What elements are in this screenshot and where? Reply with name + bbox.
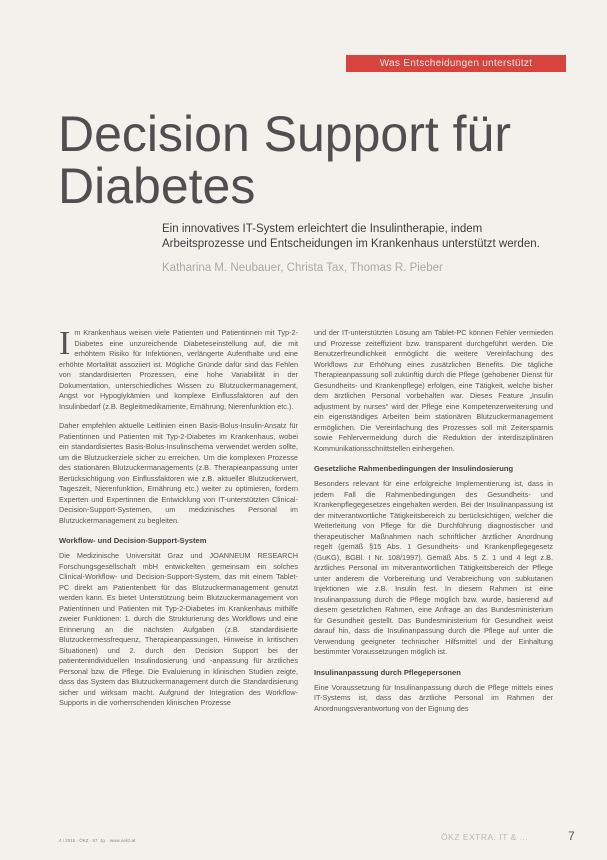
section-heading: Gesetzliche Rahmenbedingungen der Insulindosierung [314, 464, 514, 473]
right-column [314, 328, 553, 723]
footer-section-label: ÖKZ EXTRA: IT & ... [441, 832, 529, 842]
article-subtitle: Ein innovatives IT-System erleichtert die Insulintherapie, indem Arbeitsprozesse und Entscheidungen im Krankenhaus unterstützt werden. [162, 223, 540, 250]
drop-cap: I [59, 325, 71, 362]
footer-citation: 4 / 2016 · ÖKZ · 57. Jg. · www.oekz.at [59, 838, 136, 843]
section-heading: Insulinanpassung durch Pflegepersonen [314, 667, 461, 677]
paragraph: und der IT-unterstützten Lösung am Tablet-PC können Fehler vermieden und Prozesse zeiteffizient bzw. transparent durchgeführt werden. Die Benutzerfreundlichkeit ermöglicht die weitere Vereinfachung des Workflows zur Erhöhung eines zusätzlichen Benefits. Die tägliche Therapieanpassung soll zukünftig durch die Pflege (gehobener Dienst für Gesundheits- und Krankenpflege) erfolgen, eine Tätigkeit, welche bisher dem ärztlichen Personal vorbehalten war. Dieses Feature „Insulin adjustment by nurses“ wird der Pflege eine Kompetenzerweiterung und ein eigenständiges Arbeiten beim stationären Blutzuckermanagement ermöglichen. Die Vereinfachung des Prozesses soll mit Zeitersparnis sowie Fehlervermeidung durch die Reduktion der interdisziplinären Kommunikationsschnittstellen einhergehen. [314, 328, 553, 453]
section-heading: Workflow- und Decision-Support-System [59, 536, 207, 545]
left-column [59, 325, 298, 718]
page-number: 7 [568, 829, 575, 843]
article-authors: Katharina M. Neubauer, Christa Tax, Thomas R. Pieber [162, 262, 443, 274]
paragraph: Besonders relevant für eine erfolgreiche Implementierung ist, dass in jedem Fall die Rahmenbedingungen des Gesundheits- und Krankenpflegegesetzes eingehalten werden. Bei der Insulinanpassung ist der mitverantwortliche Tätigkeitsbereich zu berücksichtigen, welcher die Weiterleitung von Pflege für die Durchführung diagnostischer und therapeutischer Maßnahmen nach schriftlicher ärztlicher Anordnung regelt (gemäß §15 Abs. 1 Gesundheits- und Krankenpflegegesetz (GuKG), BGBl. I Nr. 108/1997). Gemäß Abs. 5 Z. 1 und 4 legt z.B. ärztliches Personal im mitverantwortlichen Tätigkeitsbereich der Pflege unter anderem die Vorbereitung und Verabreichung von subkutanen Injektionen wie z.B. Insulin fest. In diesem Rahmen ist eine Insulinanpassung durch die Pflege möglich bzw. wurde, basierend auf diesem gesetzlichen Rahmen, eine Anfrage an das Bundesministerium für Gesundheit gestellt. Das Bundesministerium für Gesundheit weist darauf hin, dass die Insulinanpassung durch die Pflege auf unter die Verwendung geeigneter technischer Hilfsmittel und der Einhaltung bestimmter Voraussetzungen möglich ist. [314, 479, 553, 656]
section-banner: Was Entscheidungen unterstützt [346, 55, 566, 72]
article-title: Decision Support für Diabetes [58, 106, 512, 214]
paragraph: Die Medizinische Universität Graz und JOANNEUM RESEARCH Forschungsgesellschaft mbH entwickelten gemeinsam ein solches Clinical-Workflow- und Decision-Support-System, das mit einem Tablet-PC direkt am Patientenbett für das Blutzuckermanagement genutzt werden kann. Es bietet Unterstützung beim Blutzuckermanagement von Patientinnen und Patienten mit Typ-2-Diabetes im Krankenhaus mithilfe zweier Funktionen: 1. durch die Strukturierung des Workflows und eine Erinnerung an die nächsten Aufgaben (z.B. standardisierte Blutzuckermessfrequenz, Therapieanpassungen, Hinweise in kritischen Situationen) und 2. durch den Decision Support bei der patientenindividuellen Insulindosierung und -anpassung für ärztliches Personal bzw. die Pflege. Die Evaluierung in klinischen Studien zeigte, dass das System das Blutzuckermanagement durch die Standardisierung sicher und wirksam macht. Aufgrund der Integration des Workflow-Supports in die vorherrschenden klinischen Prozesse [59, 551, 298, 707]
intro-paragraph [59, 325, 298, 412]
paragraph: Eine Voraussetzung für Insulinanpassung durch die Pflege mittels eines IT-Systems ist, dass das ärztliche Personal im Rahmen der Anordnungsverantwortung von der Eignung des [314, 682, 553, 713]
intro-text: m Krankenhaus weisen viele Patienten und Patientinnen mit Typ-2-Diabetes eine unzureichende Diabeteseinstellung auf, die mit erhöhtem Risiko für Infektionen, verlängerte Aufenthalte und eine erhöhte Mortalität assoziiert ist. Mögliche Gründe dafür sind das Fehlen von standardisierten Prozessen, eine hohe Variabilität in der Dokumentation, unterschiedliches Wissen zu Blutzuckermanagement, Angst vor Hypoglykämien und komplexe Einflussfaktoren auf den Insulinbedarf (z.B. Begleitmedikamente, Ernährung, Nierenfunktion etc.). [59, 328, 298, 411]
paragraph: Daher empfehlen aktuelle Leitlinien einen Basis-Bolus-Insulin-Ansatz für Patientinnen und Patienten mit Typ-2-Diabetes im Krankenhaus, wobei ein standardisiertes Basis-Bolus-Insulinschema verwendet werden sollte, um die Blutzuckerziele sicher zu erreichen. Um die komplexen Prozesse des stationären Blutzuckermanagements (z.B. Therapieanpassung unter Berücksichtigung von Einflussfaktoren wie z.B. aktueller Blutzuckerwert, Tageszeit, Nierenfunktion, Ernährung etc.) weiter zu optimieren, fordern Experten und Expertinnen die Entwicklung von IT-unterstützten Clinical-Decision-Support-Systemen, um medizinisches Personal im Blutzuckermanagement zu begleiten. [59, 421, 298, 525]
